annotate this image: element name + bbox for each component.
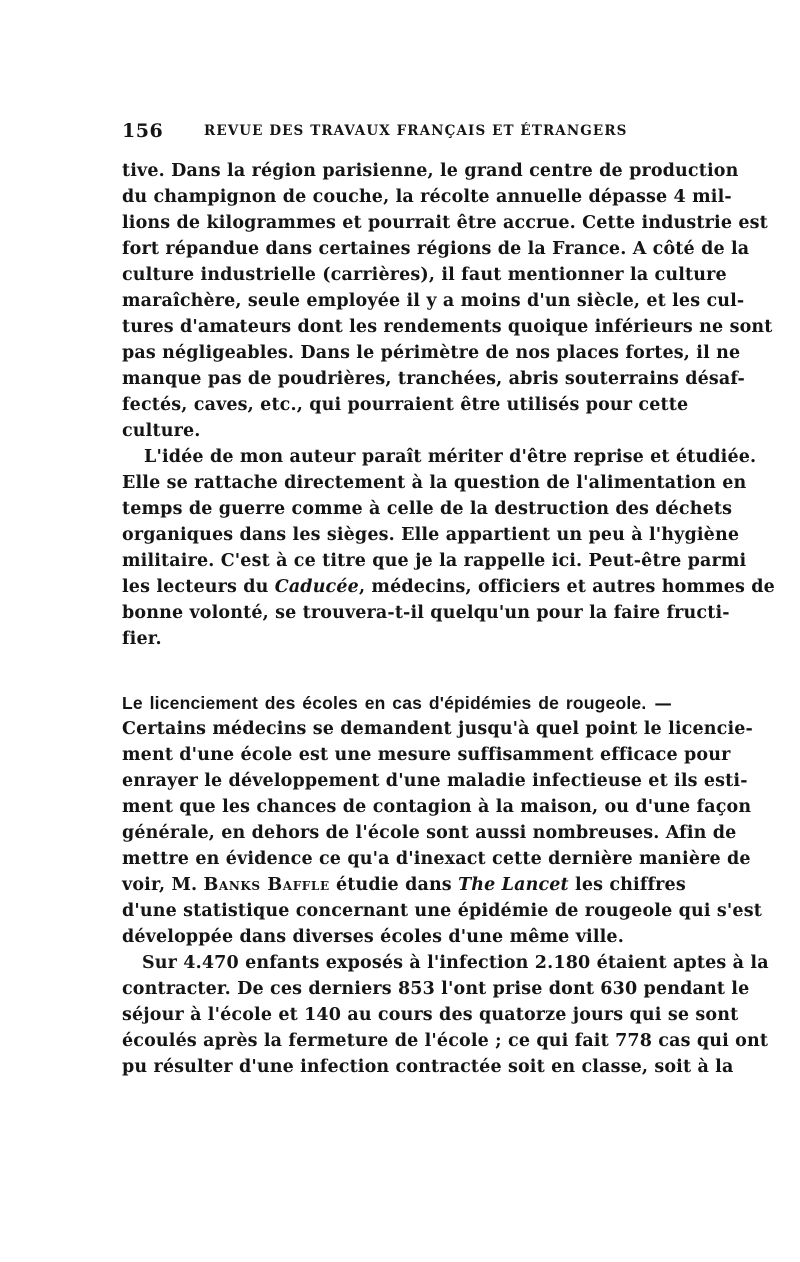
heading-dash: — [646, 694, 672, 714]
text-line: bonne volonté, se trouvera-t-il quelqu'un pour la faire fructi- [122, 603, 730, 623]
text-line: maraîchère, seule employée il y a moins d'un siècle, et les cul- [122, 291, 745, 311]
text-line: temps de guerre comme à celle de la destruction des déchets [122, 499, 733, 519]
text-line: d'une statistique concernant une épidémie de rougeole qui s'est [122, 901, 762, 921]
text-line: tive. Dans la région parisienne, le grand centre de production [122, 161, 739, 181]
text-line: manque pas de poudrières, tranchées, abris souterrains désaf- [122, 369, 745, 389]
text-line: fort répandue dans certaines régions de la France. A côté de la [122, 239, 750, 259]
text-line: mettre en évidence ce qu'a d'inexact cette dernière manière de [122, 849, 751, 869]
paragraph-statistique [122, 950, 769, 1080]
text-line: pu résulter d'une infection contractée soit en classe, soit à la [122, 1057, 734, 1077]
paragraph-champignon [122, 158, 773, 444]
text-line [122, 872, 686, 898]
text-line: ment que les chances de contagion à la maison, ou d'une façon [122, 797, 752, 817]
section-heading-line [122, 690, 672, 716]
text-line: développée dans diverses écoles d'une même ville. [122, 927, 624, 947]
text-line: L'idée de mon auteur paraît mériter d'être reprise et étudiée. [144, 447, 757, 467]
text-line: militaire. C'est à ce titre que je la rappelle ici. Peut-être parmi [122, 551, 747, 571]
text-line: tures d'amateurs dont les rendements quoique inférieurs ne sont [122, 317, 773, 337]
text-line: contracter. De ces derniers 853 l'ont prise dont 630 pendant le [122, 979, 750, 999]
text-line: écoulés après la fermeture de l'école ; ce qui fait 778 cas qui ont [122, 1031, 769, 1051]
text-line: Certains médecins se demandent jusqu'à quel point le licencie- [122, 719, 753, 739]
section-heading: Le licenciement des écoles en cas d'épidémies de rougeole. [122, 693, 647, 713]
text-line: fectés, caves, etc., qui pourraient être utilisés pour cette [122, 395, 689, 415]
text-segment: étudie dans [329, 875, 459, 895]
text-line: enrayer le développement d'une maladie infectieuse et ils esti- [122, 771, 748, 791]
text-segment: voir, M. [122, 875, 204, 895]
text-line: séjour à l'école et 140 au cours des quatorze jours qui se sont [122, 1005, 739, 1025]
body-text [122, 158, 775, 1080]
page-number: 156 [122, 120, 164, 142]
text-line: ment d'une école est une mesure suffisamment efficace pour [122, 745, 731, 765]
paragraph-idee [122, 444, 775, 652]
text-segment: les lecteurs du [122, 577, 275, 597]
running-head [122, 120, 672, 144]
text-segment: , médecins, officiers et autres hommes de [358, 577, 775, 597]
text-segment: les chiffres [568, 875, 686, 895]
text-line: Elle se rattache directement à la question de l'alimentation en [122, 473, 747, 493]
text-line: organiques dans les sièges. Elle appartient un peu à l'hygiène [122, 525, 740, 545]
section-rougeole [122, 690, 762, 950]
author-name: Banks Baffle [203, 875, 330, 895]
text-line: culture industrielle (carrières), il faut mentionner la culture [122, 265, 727, 285]
text-line: lions de kilogrammes et pourrait être accrue. Cette industrie est [122, 213, 768, 233]
text-line: culture. [122, 421, 201, 441]
text-line: pas négligeables. Dans le périmètre de nos places fortes, il ne [122, 343, 741, 363]
journal-title: REVUE DES TRAVAUX FRANÇAIS ET ÉTRANGERS [204, 123, 628, 139]
italic-journal-name: Caducée [274, 577, 359, 597]
text-line: générale, en dehors de l'école sont aussi nombreuses. Afin de [122, 823, 737, 843]
text-line [122, 574, 775, 600]
text-line: fier. [122, 629, 162, 649]
text-line: du champignon de couche, la récolte annuelle dépasse 4 mil- [122, 187, 732, 207]
text-line: Sur 4.470 enfants exposés à l'infection 2.180 étaient aptes à la [142, 953, 769, 973]
section-gap [122, 652, 672, 690]
italic-journal-name: The Lancet [458, 875, 569, 895]
